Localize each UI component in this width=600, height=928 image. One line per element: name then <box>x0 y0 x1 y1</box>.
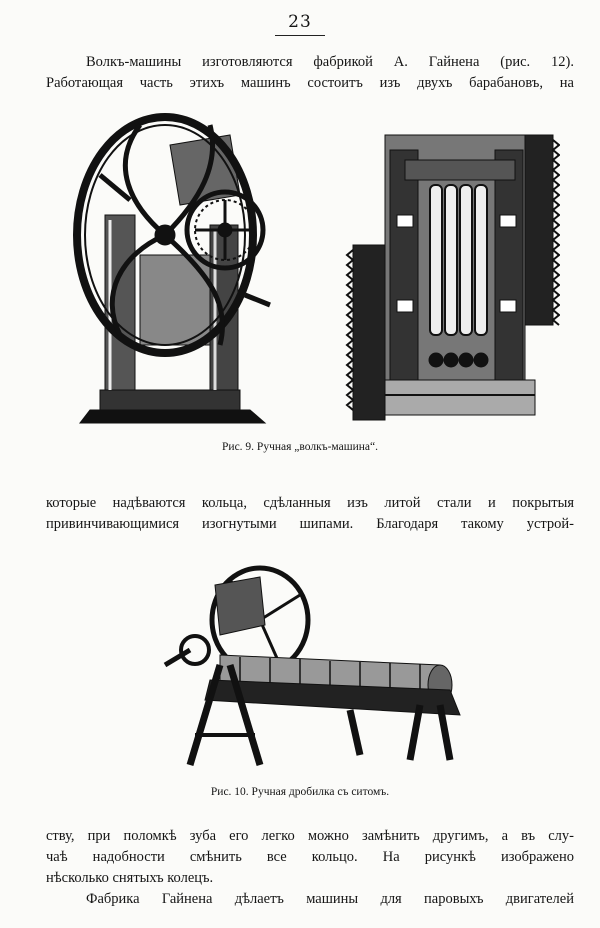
paragraph-1 <box>46 52 574 94</box>
text-line: чаѣ надобности смѣнить все кольцо. На рисункѣ изображено <box>46 849 574 865</box>
text-line: привинчивающимися изогнутыми шипами. Благодаря такому устрой- <box>46 516 574 532</box>
figure-10-caption: Рис. 10. Ручная дробилка съ ситомъ. <box>210 786 390 798</box>
text-line: Работающая часть этихъ машинъ состоитъ изъ двухъ барабановъ, на <box>46 75 574 91</box>
figure-9-caption: Рис. 9. Ручная „волкъ-машина“. <box>222 441 378 453</box>
page-number: 23 <box>288 12 312 32</box>
text-line: нѣсколько снятыхъ колецъ. <box>46 870 214 886</box>
text-line: Фабрика Гайнена дѣлаетъ машины для паровыхъ двигателей <box>86 891 574 907</box>
figure-9-right-machine-engraving <box>345 130 560 425</box>
page-number-rule <box>275 35 325 36</box>
paragraph-3 <box>46 826 574 910</box>
text-line: Волкъ-машины изготовляются фабрикой А. Гайнена (рис. 12). <box>86 54 574 70</box>
figure-9-left-machine-engraving <box>70 105 280 425</box>
text-line: которые надѣваются кольца, сдѣланныя изъ литой стали и покрытыя <box>46 495 574 511</box>
text-line: ству, при поломкѣ зуба его легко можно замѣнить другимъ, а въ слу- <box>46 828 574 844</box>
paragraph-2 <box>46 493 574 535</box>
figure-10-crusher-engraving <box>150 565 470 770</box>
